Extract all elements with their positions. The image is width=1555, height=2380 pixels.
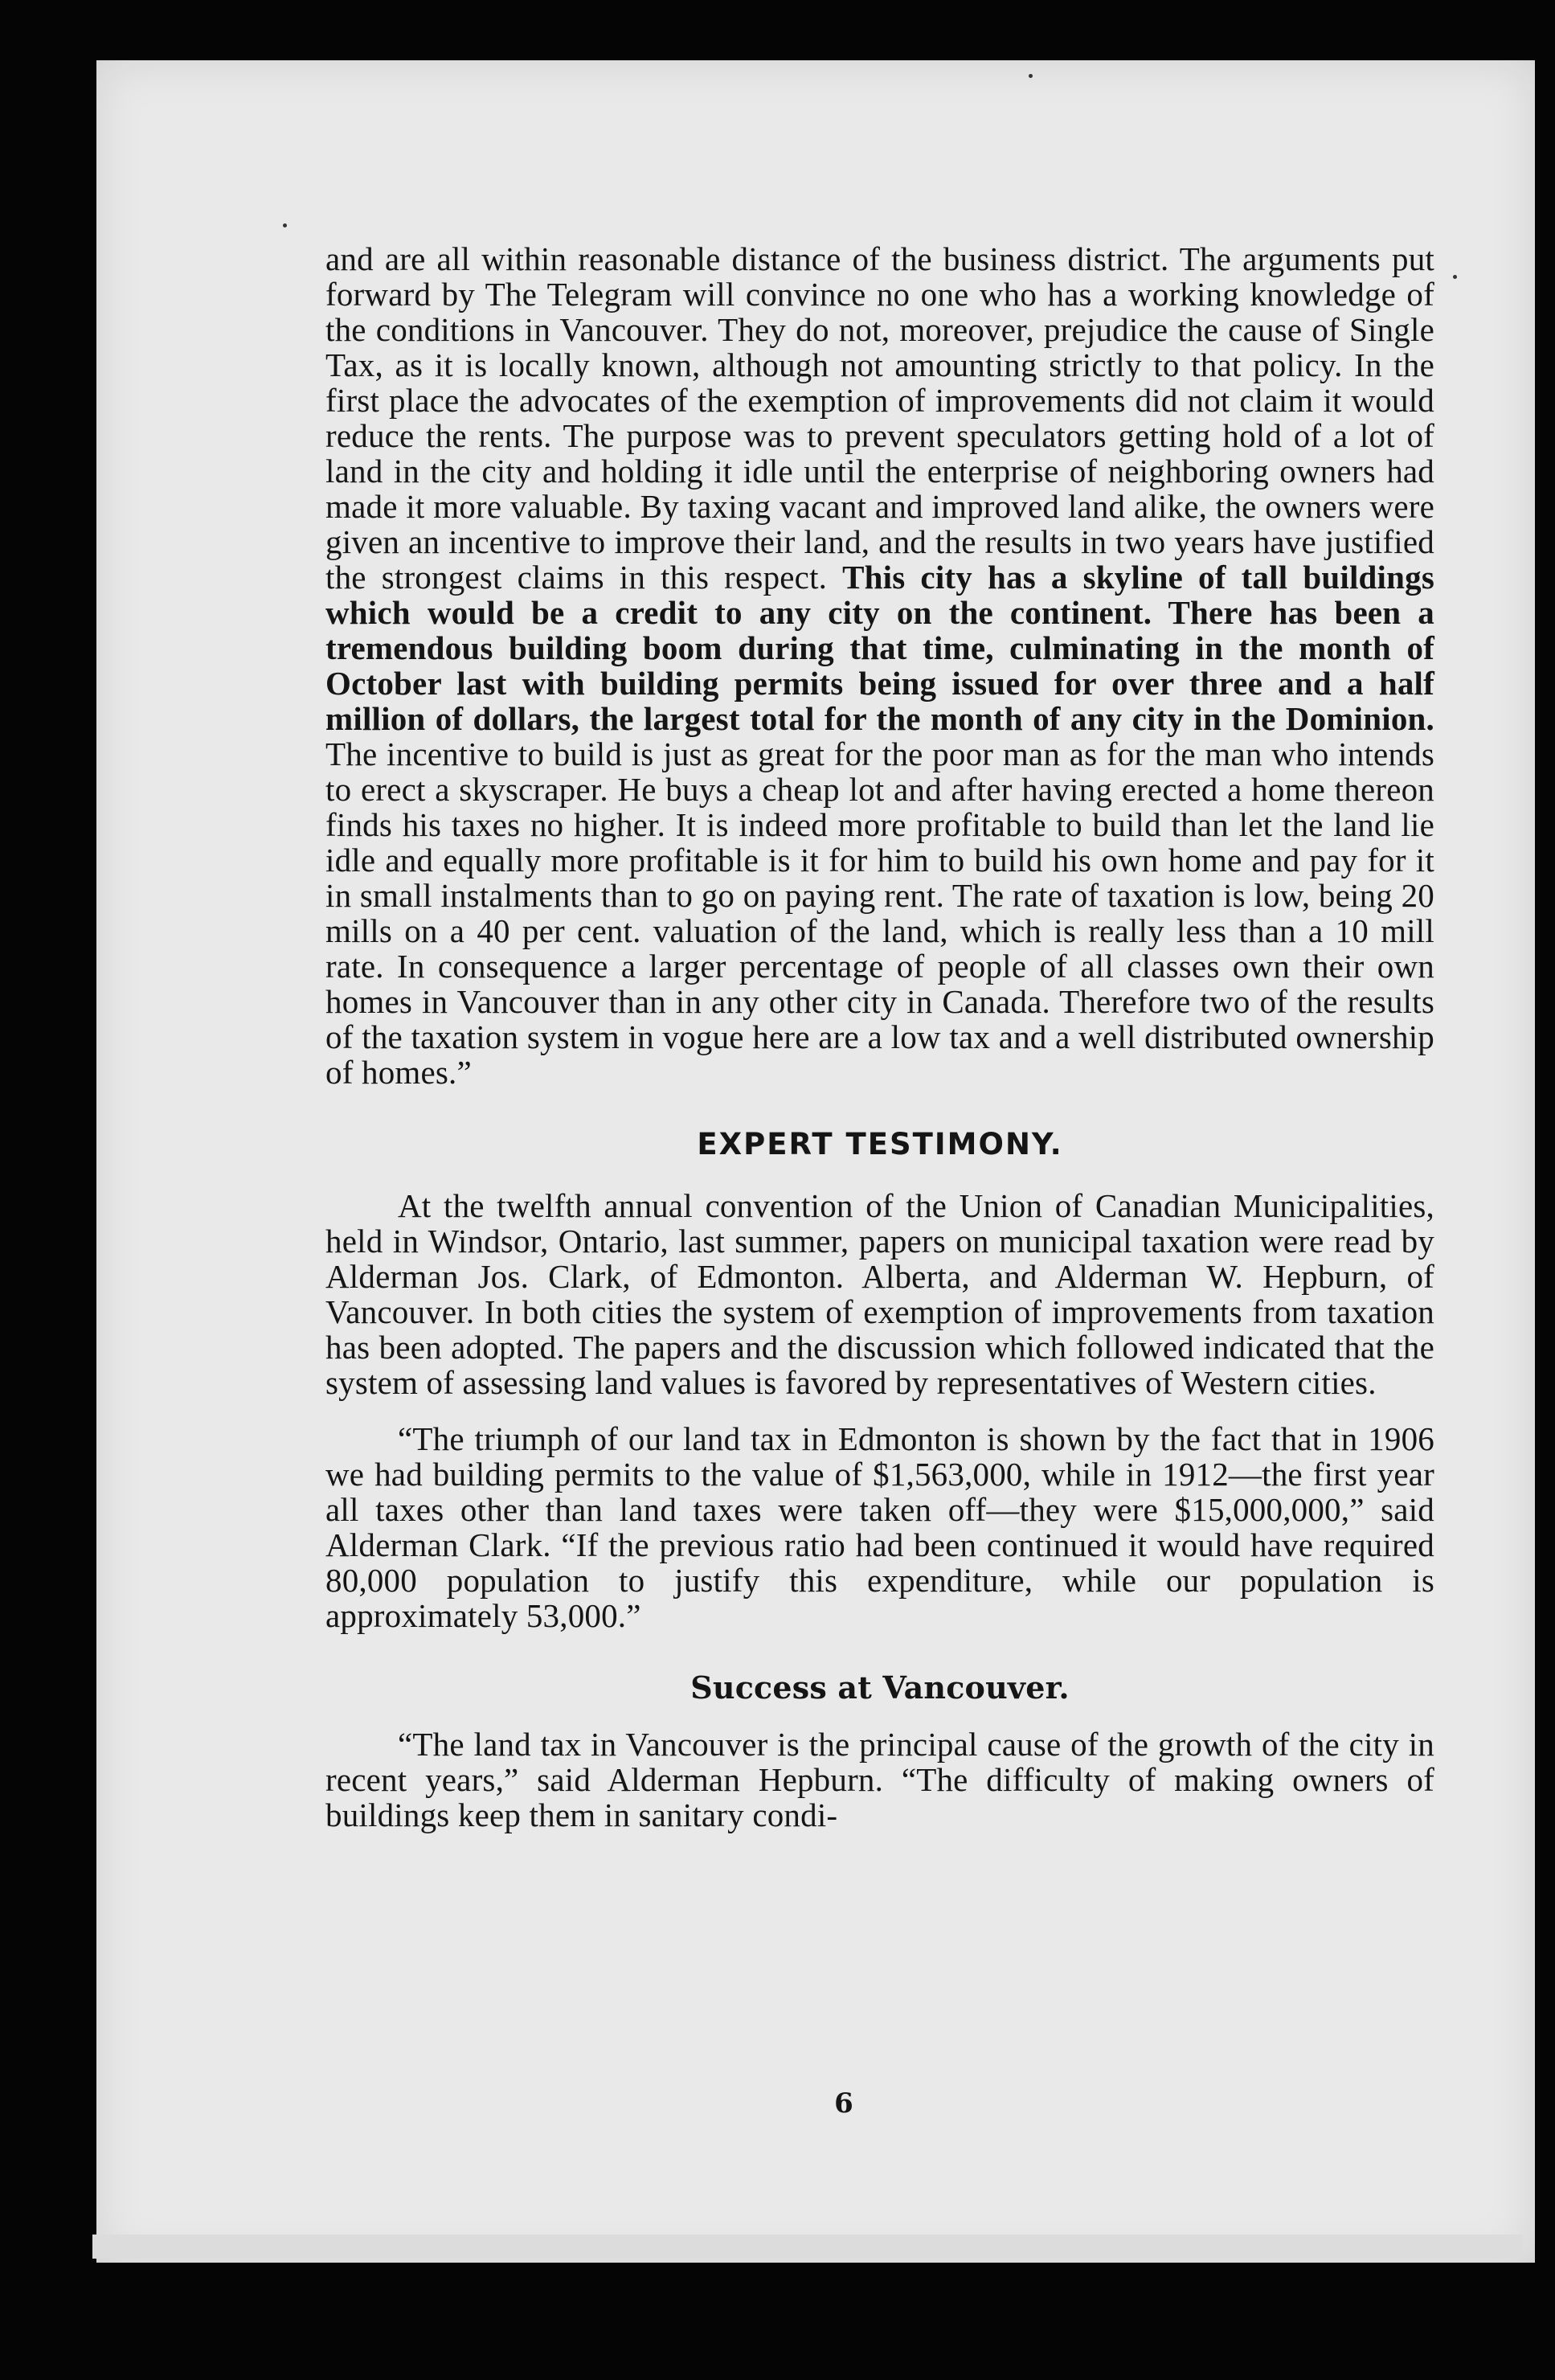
- paragraph-1-bold-passage: This city has a skyline of tall buildings which would be a credit to any city on the continent. There has been a tremendous building boom during that time, culminating in the month of October last with building permits being issued for over three and a half million of dollars, the largest total for the month of any city in the Dominion.: [325, 559, 1434, 737]
- page-edge: [92, 2235, 1523, 2259]
- page-body: [325, 241, 1434, 1833]
- paragraph-1-intro: and are all within reasonable distance of the business district. The arguments put forward by The Telegram will convince no one who has a working knowledge of the conditions in Vancouver. They do not, moreover, prejudice the cause of Single Tax, as it is locally known, although not amounting strictly to that policy. In the first place the advocates of the exemption of improvements did not claim it would reduce the rents. The purpose was to prevent speculators getting hold of a lot of land in the city and holding it idle until the enterprise of neighboring owners had made it more valuable. By taxing vacant and improved land alike, the owners were given an incentive to improve their land, and the results in two years have justified the strongest claims in this respect.: [325, 240, 1434, 596]
- page-number: 6: [834, 2087, 853, 2120]
- paragraph-3: “The triumph of our land tax in Edmonton is shown by the fact that in 1906 we had building permits to the value of $1,563,000, while in 1912—the first year all taxes other than land taxes were taken off—they were $15,000,000,” said Alderman Clark. “If the previous ratio had been continued it would have required 80,000 population to justify this expenditure, while our population is approximately 53,000.”: [325, 1420, 1434, 1634]
- paragraph-1: [325, 241, 1434, 1090]
- paragraph-1-conclusion: The incentive to build is just as great for the poor man as for the man who intends to erect a skyscraper. He buys a cheap lot and after having erected a home thereon finds his taxes no higher. It is indeed more profitable to build than let the land lie idle and equally more profitable is it for him to build his own home and pay for it in small instalments than to go on paying rent. The rate of taxation is low, being 20 mills on a 40 per cent. valuation of the land, which is really less than a 10 mill rate. In consequence a larger percentage of people of all classes own their own homes in Vancouver than in any other city in Canada. Therefore two of the results of the taxation system in vogue here are a low tax and a well distributed ownership of homes.”: [325, 735, 1434, 1091]
- section-heading-expert-testimony: EXPERT TESTIMONY.: [697, 1127, 1063, 1161]
- scan-speck: [1453, 275, 1457, 279]
- paragraph-spacer: [325, 1400, 1434, 1421]
- paragraph-4: “The land tax in Vancouver is the principal cause of the growth of the city in recent years,” said Alderman Hepburn. “The difficulty of making owners of buildings keep them in sanitary condi-: [325, 1726, 1434, 1833]
- scan-speck: [1029, 74, 1033, 78]
- paragraph-2: At the twelfth annual convention of the Union of Canadian Municipalities, held in Windsor, Ontario, last summer, papers on municipal taxation were read by Alderman Jos. Clark, of Edmonton. Alberta, and Alderman W. Hepburn, of Vancouver. In both cities the system of exemption of improvements from taxation has been adopted. The papers and the discussion which followed indicated that the system of assessing land values is favored by representatives of Western cities.: [325, 1187, 1434, 1401]
- section-heading-success-at-vancouver: Success at Vancouver.: [690, 1669, 1070, 1706]
- scan-speck: [283, 223, 287, 227]
